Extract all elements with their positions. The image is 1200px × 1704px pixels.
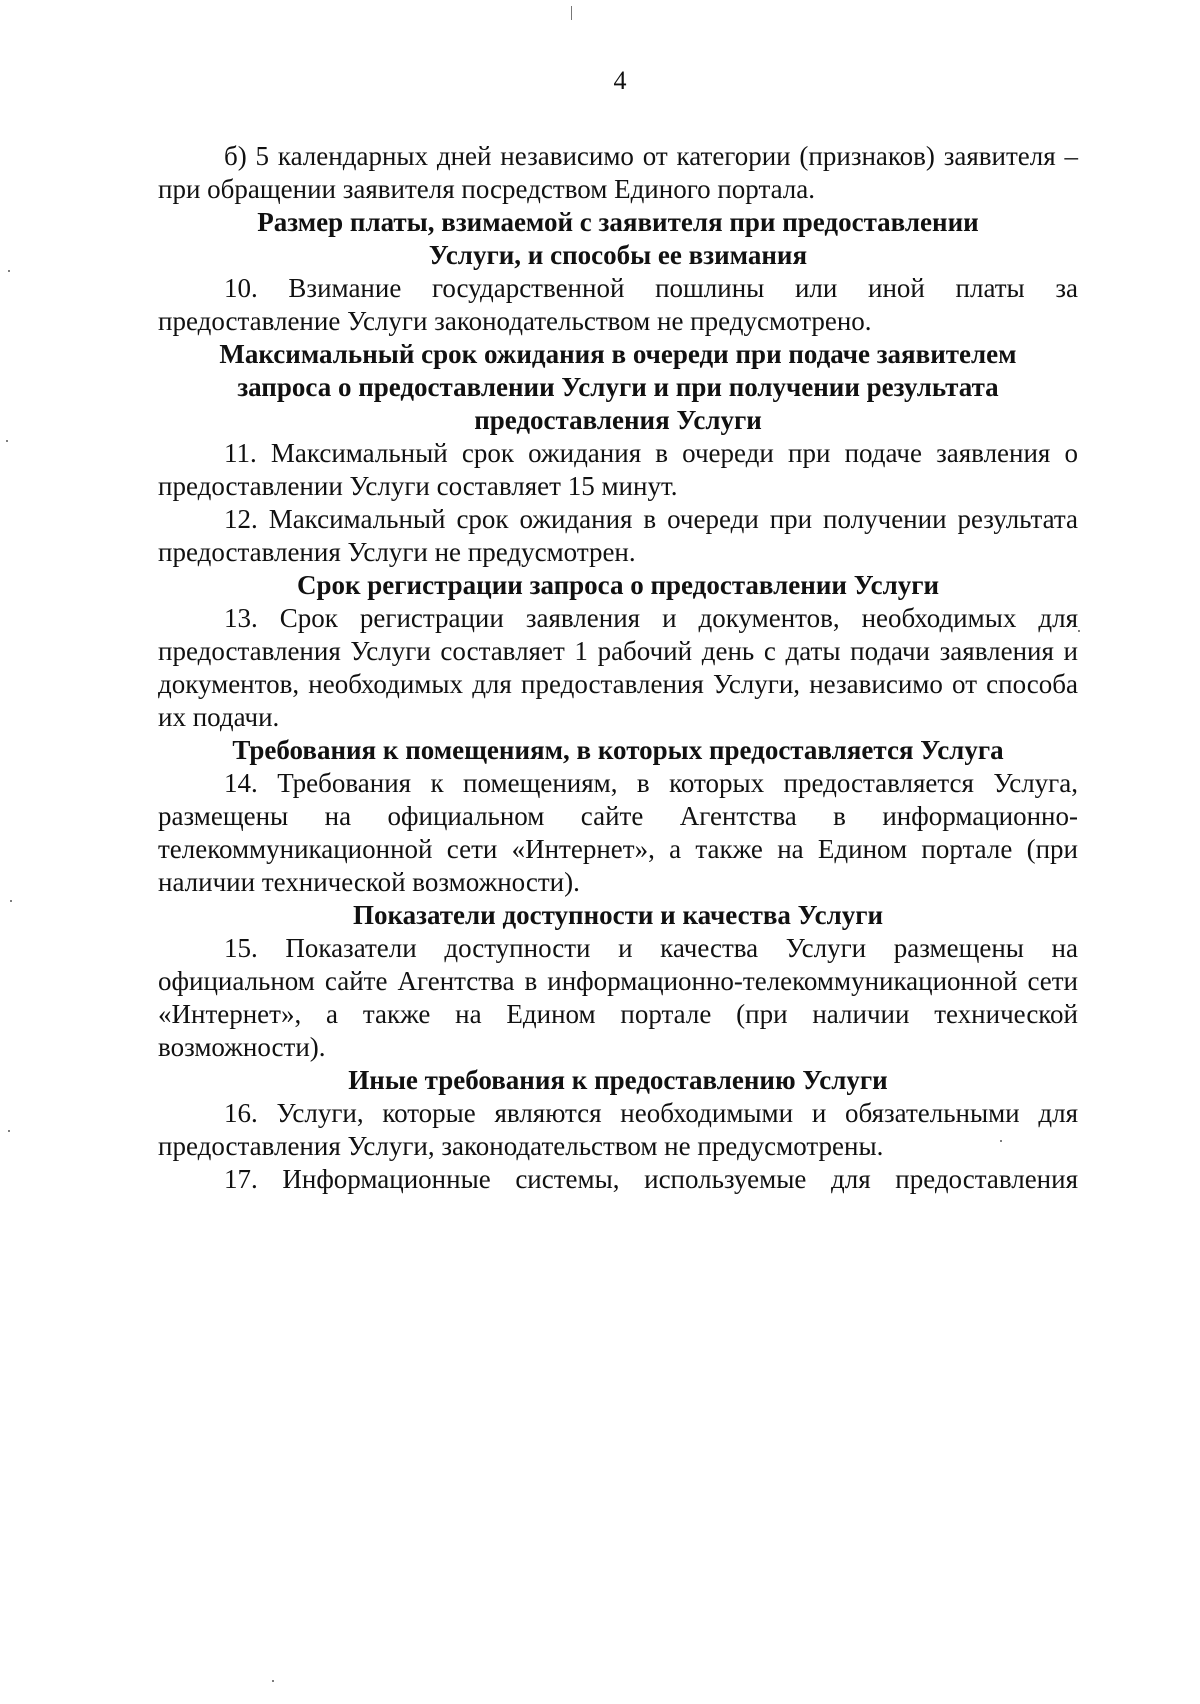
section-heading-line: Требования к помещениям, в которых предоставляется Услуга (232, 735, 1004, 765)
paragraph: б) 5 календарных дней независимо от категории (признаков) заявителя – при обращении заявителя посредством Единого портала. (158, 141, 1078, 204)
section-heading-line: Размер платы, взимаемой с заявителя при предоставлении (257, 207, 979, 237)
paragraph: 15. Показатели доступности и качества Услуги размещены на официальном сайте Агентства в информационно-телекоммуникационной сети «Интернет», а также на Едином портале (при наличии технической возможности). (158, 933, 1078, 1062)
section-heading (158, 206, 1078, 272)
paragraph: 12. Максимальный срок ожидания в очереди при получении результата предоставления Услуги не предусмотрен. (158, 504, 1078, 567)
scan-speck (1078, 630, 1080, 632)
scan-speck (272, 1680, 274, 1682)
scan-speck (1000, 1140, 1002, 1142)
section-heading (158, 569, 1078, 602)
paragraph: 14. Требования к помещениям, в которых предоставляется Услуга, размещены на официальном сайте Агентства в информационно-телекоммуникационной сети «Интернет», а также на Едином портале (при наличии технической возможности). (158, 768, 1078, 897)
scan-speck (8, 270, 10, 272)
section-heading-line: Услуги, и способы ее взимания (428, 240, 808, 270)
page-number: 4 (613, 66, 627, 95)
section-heading-line: предоставления Услуги (474, 405, 762, 435)
scan-mark (571, 6, 572, 20)
section-heading-line: Иные требования к предоставлению Услуги (348, 1065, 888, 1095)
paragraph: 10. Взимание государственной пошлины или иной платы за предоставление Услуги законодательством не предусмотрено. (158, 273, 1078, 336)
section-heading (158, 1064, 1078, 1097)
scan-speck (6, 440, 8, 442)
section-heading-line: Максимальный срок ожидания в очереди при подаче заявителем (219, 339, 1017, 369)
paragraph: 16. Услуги, которые являются необходимыми и обязательными для предоставления Услуги, законодательством не предусмотрены. (158, 1098, 1078, 1161)
section-heading-line: запроса о предоставлении Услуги и при получении результата (237, 372, 999, 402)
document-body (158, 140, 1078, 1196)
section-heading (158, 734, 1078, 767)
section-heading-line: Показатели доступности и качества Услуги (352, 900, 884, 930)
scan-speck (8, 1130, 10, 1132)
paragraph: 13. Срок регистрации заявления и документов, необходимых для предоставления Услуги составляет 1 рабочий день с даты подачи заявления и документов, необходимых для предоставления Услуги, независимо от способа их подачи. (158, 603, 1078, 732)
section-heading (158, 338, 1078, 437)
paragraph: 11. Максимальный срок ожидания в очереди при подаче заявления о предоставлении Услуги составляет 15 минут. (158, 438, 1078, 501)
section-heading (158, 899, 1078, 932)
section-heading-line: Срок регистрации запроса о предоставлении Услуги (296, 570, 940, 600)
paragraph: 17. Информационные системы, используемые для предоставления (224, 1164, 1078, 1194)
scan-speck (10, 900, 12, 902)
